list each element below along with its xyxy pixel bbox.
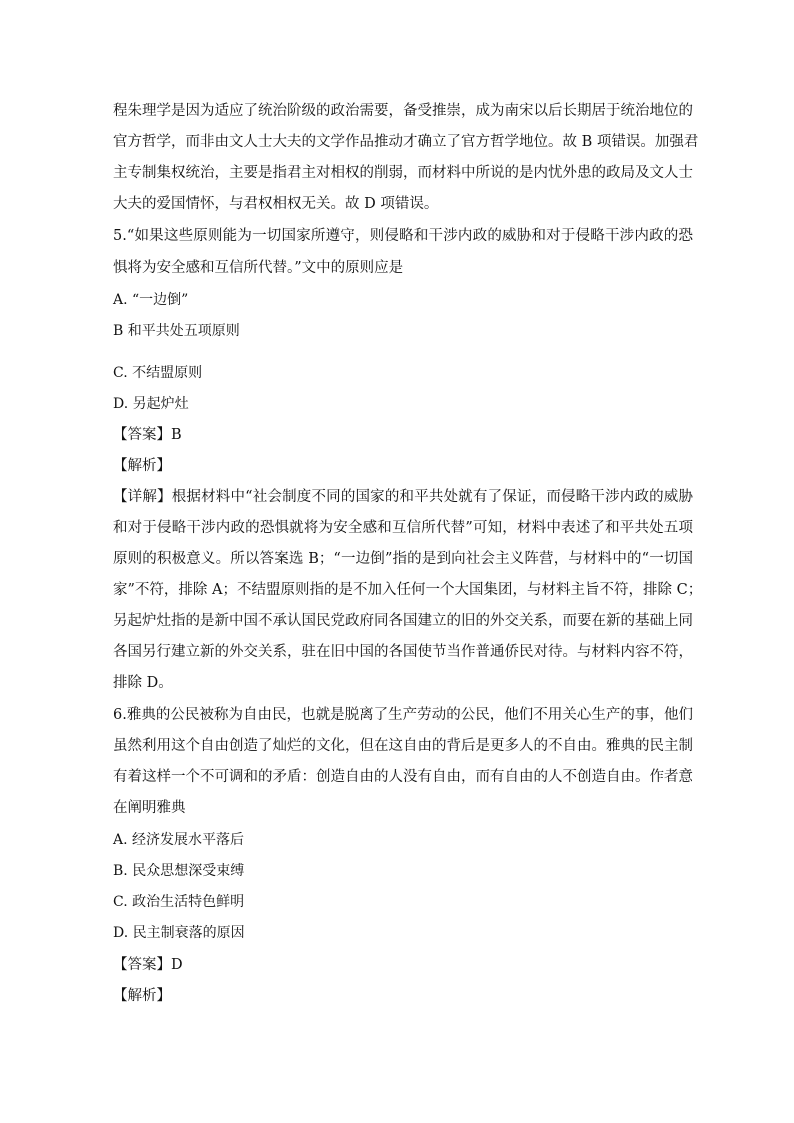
q6-option-b: B. 民众思想深受束缚 xyxy=(113,863,245,879)
q5-option-a: A. “一边倒” xyxy=(113,292,189,308)
q4-explanation-line: 大夫的爱国情怀，与君权相权无关。故 D 项错误。 xyxy=(113,196,439,212)
q6-stem-line: 在阐明雅典 xyxy=(113,800,186,816)
q5-analysis-label: 【解析】 xyxy=(113,458,171,474)
q6-stem-line: 6.雅典的公民被称为自由民，也就是脱离了生产劳动的公民，他们不用关心生产的事，他们 xyxy=(113,707,693,723)
q5-detail-line: 排除 D。 xyxy=(113,675,173,691)
q5-detail-line: 另起炉灶指的是新中国不承认国民党政府同各国建立的旧的外交关系，而要在新的基础上同 xyxy=(113,613,693,629)
q5-detail-line: 家”不符，排除 A；不结盟原则指的是不加入任何一个大国集团，与材料主旨不符，排除 C； xyxy=(113,582,703,598)
q6-analysis-label: 【解析】 xyxy=(113,988,171,1004)
q5-detail-line: 【详解】根据材料中“社会制度不同的国家的和平共处就有了保证，而侵略干涉内政的威胁 xyxy=(113,489,693,505)
q6-option-a: A. 经济发展水平落后 xyxy=(113,832,245,848)
q4-explanation-line: 主专制集权统治，主要是指君主对相权的削弱，而材料中所说的是内忧外患的政局及文人士 xyxy=(113,165,693,181)
q5-option-b: B 和平共处五项原则 xyxy=(113,323,240,339)
q5-detail-line: 各国另行建立新的外交关系，驻在旧中国的各国使节当作普通侨民对待。与材料内容不符， xyxy=(113,644,693,660)
q4-explanation-line: 程朱理学是因为适应了统治阶级的政治需要，备受推崇，成为南宋以后长期居于统治地位的 xyxy=(113,103,693,119)
q5-stem-line: 5.“如果这些原则能为一切国家所遵守，则侵略和干涉内政的威胁和对于侵略干涉内政的恐 xyxy=(113,228,693,244)
q6-answer: 【答案】D xyxy=(113,957,183,973)
q5-detail-line: 原则的积极意义。所以答案选 B；“一边倒”指的是到向社会主义阵营，与材料中的“一切国 xyxy=(113,551,693,567)
q5-answer: 【答案】B xyxy=(113,427,182,443)
q6-option-c: C. 政治生活特色鲜明 xyxy=(113,894,245,910)
q5-option-d: D. 另起炉灶 xyxy=(113,396,189,412)
q4-explanation-line: 官方哲学，而非由文人士大夫的文学作品推动才确立了官方哲学地位。故 B 项错误。加强君 xyxy=(113,134,699,150)
q5-detail-line: 和对于侵略干涉内政的恐惧就将为安全感和互信所代替”可知，材料中表述了和平共处五项 xyxy=(113,520,693,536)
q5-stem-line: 惧将为安全感和互信所代替。”文中的原则应是 xyxy=(113,260,404,276)
q6-stem-line: 有着这样一个不可调和的矛盾：创造自由的人没有自由，而有自由的人不创造自由。作者意 xyxy=(113,769,693,785)
q6-stem-line: 虽然利用这个自由创造了灿烂的文化，但在这自由的背后是更多人的不自由。雅典的民主制 xyxy=(113,738,693,754)
q6-option-d: D. 民主制衰落的原因 xyxy=(113,925,245,941)
q5-option-c: C. 不结盟原则 xyxy=(113,365,203,381)
